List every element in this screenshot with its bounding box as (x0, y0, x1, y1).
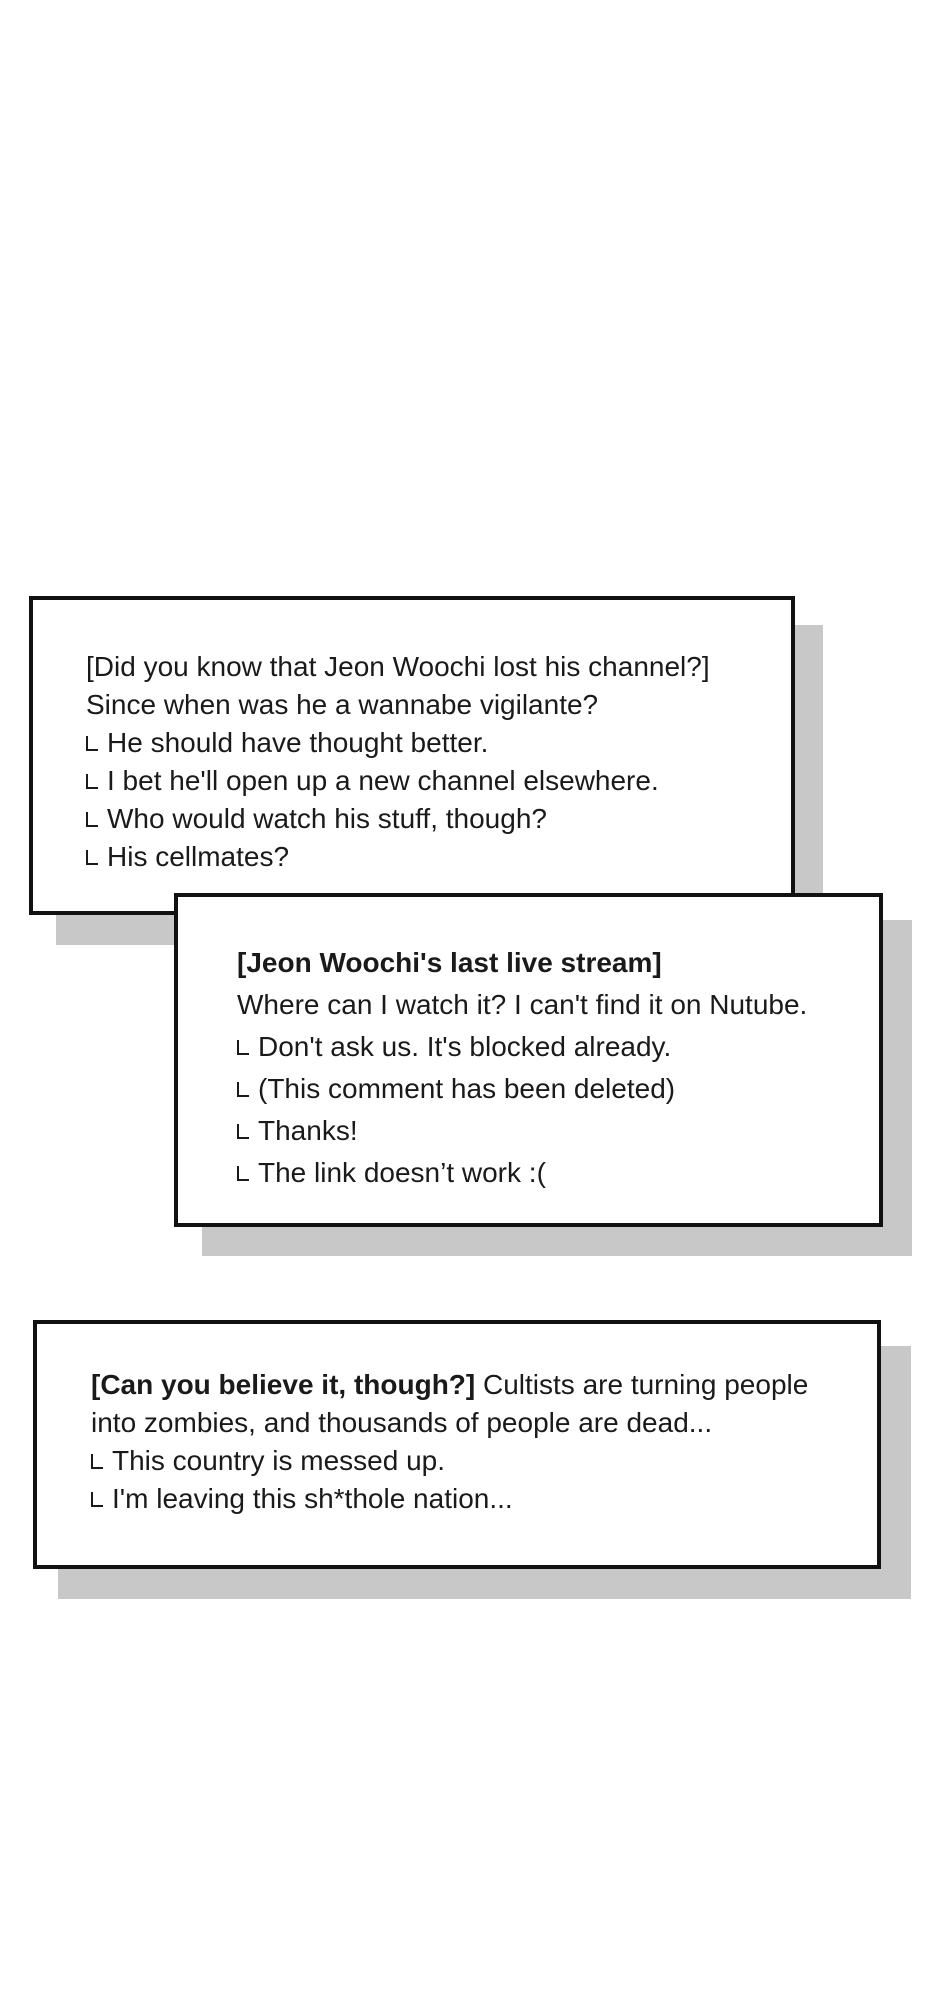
reply-item (86, 800, 710, 838)
reply-arrow-icon (237, 1166, 249, 1181)
reply-arrow-icon (237, 1124, 249, 1139)
reply-text: Who would watch his stuff, though? (107, 803, 547, 834)
post-title: [Can you believe it, though?] (91, 1369, 476, 1400)
reply-arrow-icon (91, 1492, 103, 1507)
post-body: Where can I watch it? I can't find it on Nutube. (237, 989, 808, 1020)
panel-2-content (237, 942, 807, 1194)
comment-panel-live-stream (174, 893, 883, 1227)
reply-item (91, 1480, 808, 1518)
post-title: [Did you know that Jeon Woochi lost his channel?] (86, 651, 710, 682)
reply-arrow-icon (237, 1040, 249, 1055)
reply-item (86, 838, 710, 876)
post-first-line (91, 1366, 808, 1404)
reply-item (86, 724, 710, 762)
reply-text: (This comment has been deleted) (258, 1073, 676, 1104)
panel-3-content (91, 1366, 808, 1518)
reply-text: He should have thought better. (107, 727, 489, 758)
reply-text: Don't ask us. It's blocked already. (258, 1031, 672, 1062)
post-body: into zombies, and thousands of people are dead... (91, 1407, 713, 1438)
reply-arrow-icon (91, 1454, 103, 1469)
reply-item (86, 762, 710, 800)
reply-arrow-icon (86, 850, 98, 865)
panel-1-content (86, 648, 710, 876)
reply-arrow-icon (86, 774, 98, 789)
reply-arrow-icon (86, 736, 98, 751)
reply-text: The link doesn’t work :( (258, 1157, 546, 1188)
reply-item (237, 1068, 807, 1110)
comment-panel-zombies (33, 1320, 881, 1569)
reply-text: His cellmates? (107, 841, 290, 872)
reply-text: I bet he'll open up a new channel elsewhere. (107, 765, 659, 796)
reply-text: This country is messed up. (112, 1445, 446, 1476)
reply-item (91, 1442, 808, 1480)
post-title: [Jeon Woochi's last live stream] (237, 947, 662, 978)
reply-item (237, 1152, 807, 1194)
reply-item (237, 1026, 807, 1068)
reply-arrow-icon (237, 1082, 249, 1097)
reply-text: I'm leaving this sh*thole nation... (112, 1483, 513, 1514)
reply-item (237, 1110, 807, 1152)
post-body-inline: Cultists are turning people (475, 1369, 809, 1400)
comment-panel-channel (29, 596, 795, 915)
reply-text: Thanks! (258, 1115, 358, 1146)
reply-arrow-icon (86, 812, 98, 827)
post-body: Since when was he a wannabe vigilante? (86, 689, 599, 720)
